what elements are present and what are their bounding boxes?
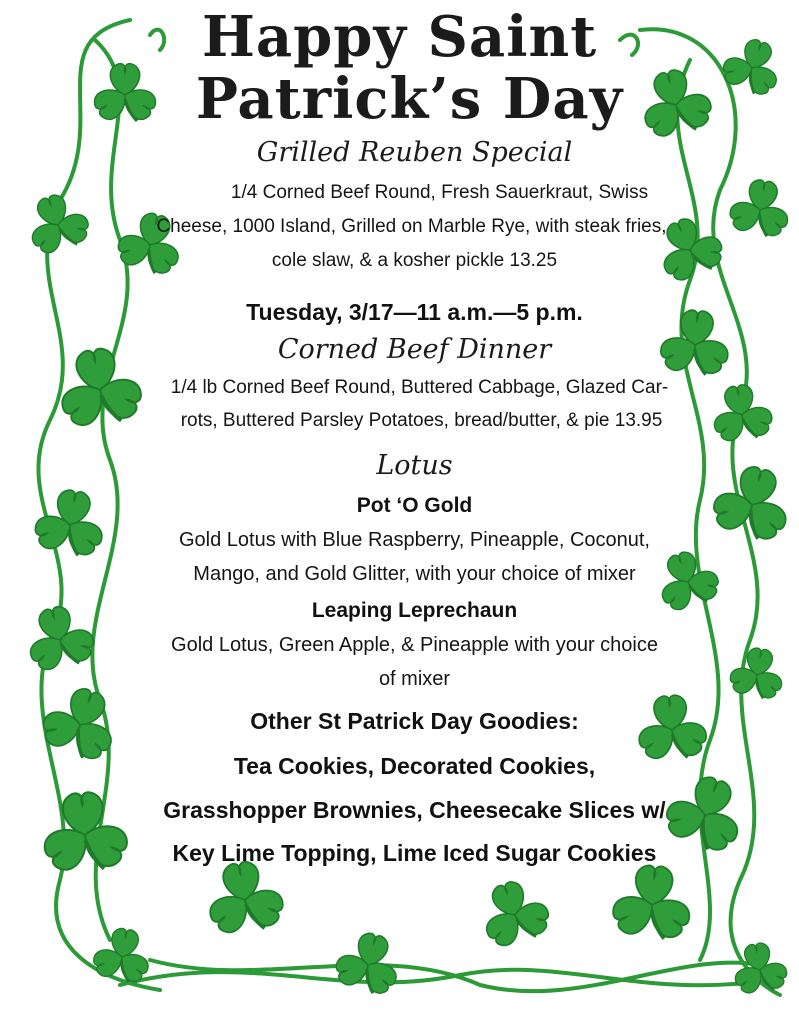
drink-desc-pot-o-gold-line1: Gold Lotus with Blue Raspberry, Pineapple, Coconut, xyxy=(178,529,650,551)
lotus-heading: Lotus xyxy=(376,450,453,481)
shamrock-icon xyxy=(470,872,559,956)
corned-beef-desc-line2: rots, Buttered Parsley Potatoes, bread/butter, & pie 13.95 xyxy=(180,410,663,431)
corned-beef-desc-line1: 1/4 lb Corned Beef Round, Buttered Cabbage, Glazed Car- xyxy=(170,377,669,398)
goodies-line1: Tea Cookies, Decorated Cookies, xyxy=(233,753,596,779)
goodies-line2: Grasshopper Brownies, Cheesecake Slices w/ xyxy=(163,797,666,823)
drink-desc-pot-o-gold-line2: Mango, and Gold Glitter, with your choice of mixer xyxy=(193,563,636,585)
shamrock-icon xyxy=(606,862,698,944)
corned-beef-heading: Corned Beef Dinner xyxy=(277,334,552,365)
event-date-line: Tuesday, 3/17—11 a.m.—5 p.m. xyxy=(246,299,583,325)
drink-desc-leaping-leprechaun-line2: of mixer xyxy=(378,668,451,690)
shamrock-icon xyxy=(198,856,292,941)
drink-name-pot-o-gold: Pot ‘O Gold xyxy=(356,494,473,517)
drink-name-leaping-leprechaun: Leaping Leprechaun xyxy=(311,599,518,622)
page-title-line2: Patrick’s Day xyxy=(195,66,624,132)
reuben-desc-line3: cole slaw, & a kosher pickle 13.25 xyxy=(271,250,558,271)
goodies-heading: Other St Patrick Day Goodies: xyxy=(250,708,579,734)
page-title-line1: Happy Saint xyxy=(201,4,598,70)
reuben-desc-line1: 1/4 Corned Beef Round, Fresh Sauerkraut, Swiss xyxy=(230,182,649,203)
drink-desc-leaping-leprechaun-line1: Gold Lotus, Green Apple, & Pineapple with your choice xyxy=(171,634,658,656)
reuben-desc-line2: Cheese, 1000 Island, Grilled on Marble Rye, with steak fries, xyxy=(156,216,667,237)
reuben-heading: Grilled Reuben Special xyxy=(256,137,573,168)
goodies-line3: Key Lime Topping, Lime Iced Sugar Cookies xyxy=(172,840,657,866)
shamrock-icon xyxy=(327,926,409,1001)
